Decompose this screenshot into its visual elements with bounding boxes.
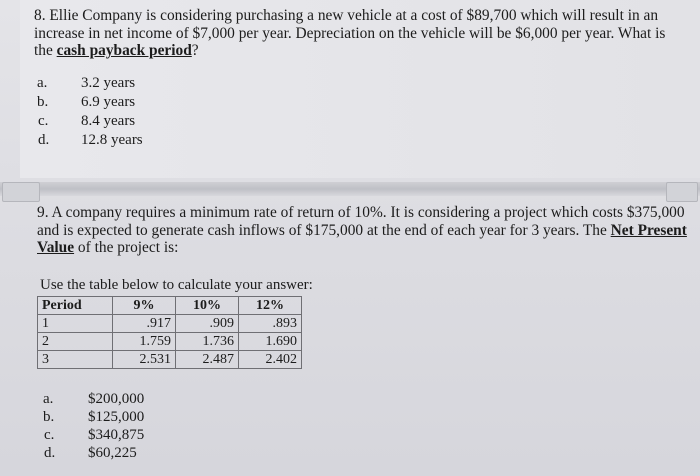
question-8-end: ? bbox=[191, 42, 199, 59]
q9-option-c-label[interactable]: c. bbox=[44, 427, 55, 443]
header-9-percent: 9% bbox=[113, 297, 176, 315]
question-9-prompt: 9. A company requires a minimum rate of return of 10%. It is considering a project which costs $375,000 and is expected to generate cash inflows of $175,000 at the end of each year for 3 years. The bbox=[37, 204, 685, 239]
factor-cell: .917 bbox=[113, 315, 176, 333]
table-instruction: Use the table below to calculate your answer: bbox=[40, 277, 313, 293]
header-period: Period bbox=[38, 297, 113, 315]
question-9-emphasis: Net Present Value bbox=[37, 221, 687, 256]
period-cell: 3 bbox=[38, 351, 113, 369]
question-9-text bbox=[37, 204, 687, 257]
table-row bbox=[38, 333, 302, 351]
period-cell: 1 bbox=[38, 315, 113, 333]
q9-option-d-value[interactable]: $60,225 bbox=[88, 445, 137, 461]
header-10-percent: 10% bbox=[176, 297, 239, 315]
q9-option-a-label[interactable]: a. bbox=[43, 391, 54, 407]
binder-tab-left bbox=[2, 182, 40, 202]
question-9-end: of the project is: bbox=[74, 239, 179, 256]
q8-option-c-label[interactable]: c. bbox=[38, 113, 49, 129]
factor-cell: 2.487 bbox=[176, 351, 239, 369]
q8-option-d-value[interactable]: 12.8 years bbox=[81, 132, 143, 148]
q9-option-a-value[interactable]: $200,000 bbox=[88, 391, 145, 407]
q8-option-a-value[interactable]: 3.2 years bbox=[81, 75, 136, 91]
question-8-text bbox=[34, 7, 674, 60]
factor-cell: 1.759 bbox=[113, 333, 176, 351]
table-row bbox=[38, 351, 302, 369]
header-12-percent: 12% bbox=[239, 297, 302, 315]
q9-option-c-value[interactable]: $340,875 bbox=[88, 427, 145, 443]
present-value-table bbox=[37, 296, 302, 369]
factor-cell: 2.402 bbox=[239, 351, 302, 369]
q9-option-d-label[interactable]: d. bbox=[44, 445, 56, 461]
q8-option-d-label[interactable]: d. bbox=[38, 132, 50, 148]
question-8-prompt: 8. Ellie Company is considering purchasing a new vehicle at a cost of $89,700 which will result in an increase in net income of $7,000 per year. Depreciation on the vehicle will be $6,000 per year. What is the bbox=[34, 7, 666, 59]
q8-option-b-label[interactable]: b. bbox=[37, 94, 49, 110]
q8-option-b-value[interactable]: 6.9 years bbox=[81, 94, 136, 110]
page-fold bbox=[0, 182, 700, 196]
period-cell: 2 bbox=[38, 333, 113, 351]
factor-cell: .909 bbox=[176, 315, 239, 333]
q8-option-a-label[interactable]: a. bbox=[37, 75, 48, 91]
q8-option-c-value[interactable]: 8.4 years bbox=[81, 113, 136, 129]
table-row bbox=[38, 315, 302, 333]
factor-cell: 1.736 bbox=[176, 333, 239, 351]
factor-cell: 2.531 bbox=[113, 351, 176, 369]
question-8-emphasis: cash payback period bbox=[56, 42, 192, 59]
q9-option-b-label[interactable]: b. bbox=[43, 409, 55, 425]
factor-cell: .893 bbox=[239, 315, 302, 333]
binder-tab-right bbox=[666, 182, 698, 202]
table-header-row bbox=[38, 297, 302, 315]
q9-option-b-value[interactable]: $125,000 bbox=[88, 409, 145, 425]
factor-cell: 1.690 bbox=[239, 333, 302, 351]
